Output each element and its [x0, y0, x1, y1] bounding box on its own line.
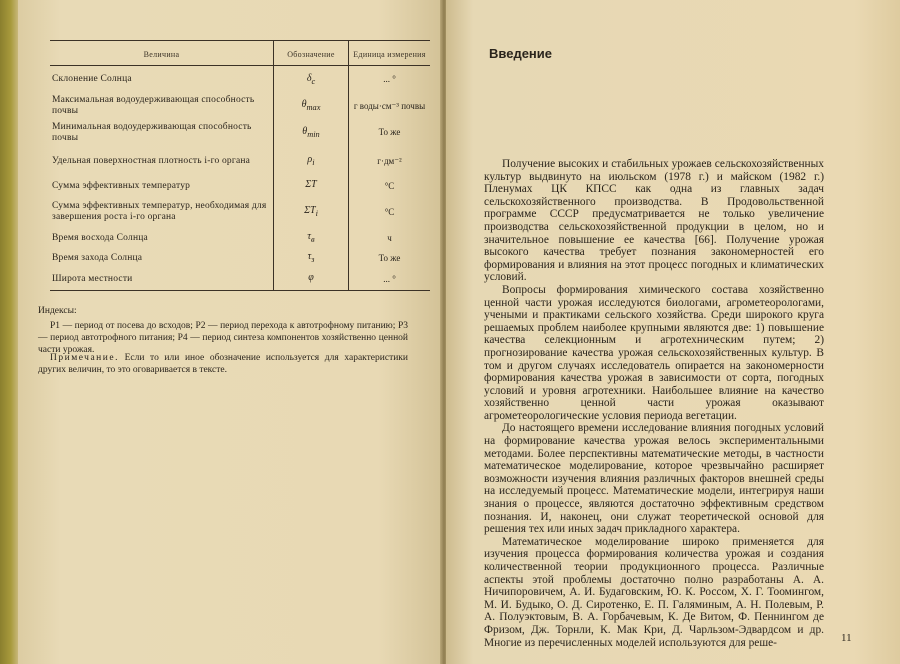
unit-cell: ч	[349, 228, 431, 248]
table-row	[50, 66, 430, 94]
unit-cell: °C	[349, 196, 431, 228]
symbol-cell: $\tau_в$	[274, 228, 349, 248]
column-header-symbol: Обозначение	[274, 41, 349, 66]
symbol-cell: $\Sigma T_i$	[274, 196, 349, 228]
symbols-table	[50, 40, 430, 291]
note-text: Если то или иное обозначение используется для характеристики других величин, то это оговаривается в тексте.	[38, 353, 409, 375]
column-header-quantity: Величина	[50, 41, 274, 66]
quantity-cell: Широта местности	[50, 268, 274, 291]
paragraph: Получение высоких и стабильных урожаев сельскохозяйственных культур выдвинуто на июльском (1978 г.) и майском (1982 г.) Пленумах ЦК КПСС как одна из главных задач сельскохозяйственного производства. В Продовольственной программе СССР предусматривается не только увеличение производства сельскохозяйственной продукции в целом, но и значительное повышение ее качества [66]. Получение урожая высокого качества требует познания закономерностей его формирования и влияния на этот процесс погодных и климатических условий.	[484, 158, 824, 284]
note-label: Примечание.	[50, 353, 119, 363]
unit-cell: г воды·см⁻³ почвы	[349, 93, 431, 119]
unit-cell: То же	[349, 119, 431, 146]
book-cover-edge	[0, 0, 18, 664]
column-header-unit: Единица измерения	[349, 41, 431, 66]
symbol-cell: $\theta_{max}$	[274, 93, 349, 119]
table-row	[50, 146, 430, 176]
quantity-cell: Время восхода Солнца	[52, 232, 148, 243]
quantity-cell: Сумма эффективных температур, необходимая для завершения роста i-го органа	[52, 201, 267, 222]
symbol-cell: ΣT	[274, 176, 349, 196]
table-row	[50, 196, 430, 228]
symbol-cell: $\rho_i$	[274, 146, 349, 176]
paragraph: Математическое моделирование широко применяется для изучения процесса формирования количества урожая и создания количественной теории продукционного процесса. Различные аспекты этой проблемы достаточно полно разработаны А. А. Ничипоровичем, А. И. Будаговским, Ю. К. Россом, Х. Г. Тоомингом, М. И. Будыко, О. Д. Сиротенко, Е. П. Галяминым, А. Н. Полевым, Р. А. Полуэктовым, В. А. Горбачевым, К. Де Витом, Ф. Пеннингом де Фризом, Дж. Торнли, К. Мак Кри, Д. Чарльзом-Эдвардсом и др. Многие из перечисленных моделей используются для реше-	[484, 535, 824, 649]
note-block	[38, 352, 408, 376]
table-row	[50, 176, 430, 196]
table-row	[50, 228, 430, 248]
table-row	[50, 248, 430, 268]
table-row	[50, 93, 430, 119]
indexes-block	[38, 305, 408, 356]
paragraph: Вопросы формирования химического состава хозяйственно ценной части урожая исследуются биологами, агрометеорологами, учеными и практиками сельского хозяйства. Среди широкого круга решаемых проблем наиболее крупными являются две: 1) повышение качества селекционным и агротехническим путем; 2) прогнозирование качества урожая сельскохозяйственных культур. В том и другом случаях исследователь опирается на закономерности формирования качества урожая в зависимости от сорта, погодных условий и уровня агротехники. Наибольшее влияние на качество хозяйственно ценной части урожая оказывают агрометеорологические условия периода вегетации.	[484, 283, 824, 422]
chapter-heading: Введение	[489, 46, 552, 61]
quantity-cell: Удельная поверхностная плотность i-го органа	[52, 155, 251, 166]
left-page	[18, 0, 442, 664]
unit-cell: ... °	[349, 66, 431, 94]
unit-cell: ... °	[349, 268, 431, 291]
quantity-cell: Максимальная водоудерживающая способность почвы	[52, 95, 255, 116]
unit-cell: °C	[349, 176, 431, 196]
unit-cell: г·дм⁻²	[349, 146, 431, 176]
page-number: 11	[841, 632, 852, 644]
indexes-heading: Индексы:	[38, 306, 77, 316]
indexes-text: P1 — период от посева до всходов; P2 — период перехода к автотрофному питанию; P3 — период автотрофного питания; P4 — период синтеза компонентов хозяйственно ценной части урожая.	[38, 321, 408, 355]
paragraph: До настоящего времени исследование влияния погодных условий на формирование качества урожая велось экспериментальными методами. Более перспективны математические методы, в частности математическое моделирование, которое чрезвычайно расширяет возможности изучения влияния различных факторов внешней среды на исследуемый процесс. Математические модели, интегрируя наши знания о процессе, являются достаточно эффективным средством познания. И, наконец, они служат теоретической основой для решения тех или иных задач прикладного характера.	[484, 422, 824, 536]
quantity-cell: Склонение Солнца	[52, 74, 132, 84]
quantity-cell: Время захода Солнца	[52, 252, 143, 263]
table-row	[50, 119, 430, 146]
unit-cell: То же	[349, 248, 431, 268]
quantity-cell: Минимальная водоудерживающая способность почвы	[52, 121, 252, 143]
quantity-cell: Сумма эффективных температур	[52, 180, 191, 191]
symbol-cell: φ	[274, 268, 349, 291]
table-row	[50, 268, 430, 291]
symbol-cell: $\tau_з$	[274, 248, 349, 268]
body-text	[484, 158, 824, 649]
symbol-cell: $\delta_c$	[274, 66, 349, 94]
symbol-cell: $\theta_{min}$	[274, 119, 349, 146]
